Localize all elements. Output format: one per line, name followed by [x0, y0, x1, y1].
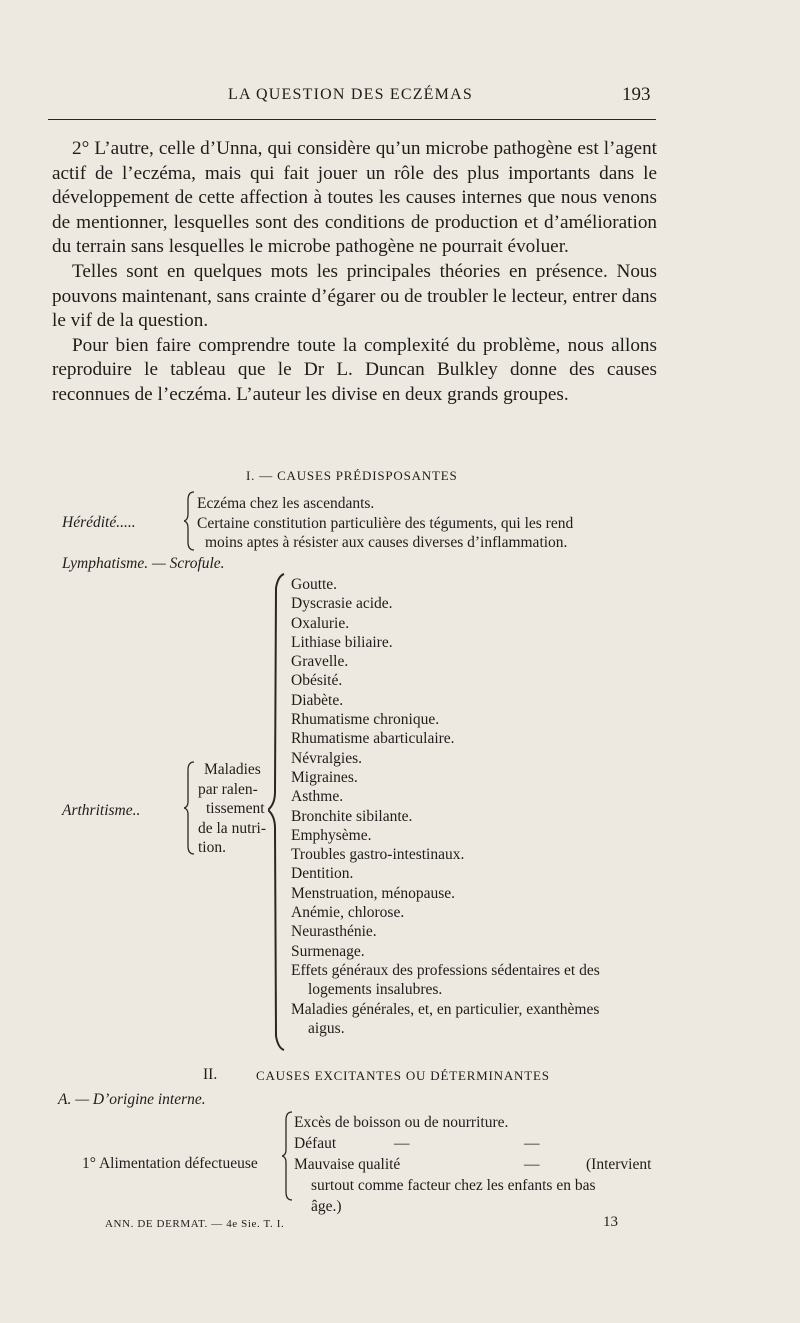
list-item: Bronchite sibilante.: [291, 807, 413, 825]
heredite-item: Certaine constitution particulière des téguments, qui les rend: [197, 514, 574, 532]
paragraph-1: [52, 137, 657, 260]
maladies-line: par ralen-: [198, 780, 258, 798]
list-item: Dyscrasie acide.: [291, 595, 393, 613]
text-line: groupes.: [503, 383, 569, 405]
heredite-item: moins aptes à résister aux causes diverses d’inflammation.: [205, 534, 568, 551]
heredite-label: Hérédité.....: [62, 514, 136, 531]
maladies-group: [198, 760, 266, 858]
text-line: est l’agent actif de l’eczéma, mais qui fait jouer un rôle des plus: [52, 138, 658, 184]
list-item: [294, 1133, 664, 1154]
list-item: âge.): [311, 1198, 342, 1215]
alimentation-list: [294, 1112, 664, 1217]
origine-interne: [58, 1090, 206, 1110]
header-rule: [48, 119, 656, 120]
list-item: Neurasthénie.: [291, 923, 377, 941]
text-line: conditions de production et d’amélioration du terrain sans lesquelles: [52, 211, 658, 258]
arthritisme-brace: [184, 760, 196, 856]
list-item: Emphysème.: [291, 826, 372, 844]
text-line: Telles sont en quelques mots les principales théories en présence.: [72, 260, 608, 282]
alimentation-label: 1° Alimentation défectueuse: [82, 1155, 258, 1172]
maladies-line: Maladies: [204, 761, 261, 778]
footer-signature: 13: [603, 1214, 618, 1230]
text-line: allons reproduire le tableau que le Dr L. Duncan Bulkley donne des: [52, 334, 657, 381]
list-item: Gravelle.: [291, 653, 349, 671]
maladies-line: tion.: [198, 839, 226, 856]
maladies-big-brace: [268, 572, 288, 1052]
list-item: Diabète.: [291, 691, 344, 709]
body-text: [52, 137, 657, 408]
text-line: lecteur, entrer dans le vif de la question.: [52, 285, 658, 332]
list-item: Surmenage.: [291, 942, 365, 960]
maladies-line: de la nutri-: [198, 819, 267, 837]
list-item: Goutte.: [291, 576, 338, 593]
list-item: Névralgies.: [291, 749, 363, 767]
page-number: 193: [622, 84, 651, 105]
list-item: Anémie, chlorose.: [291, 904, 405, 922]
list-item: aigus.: [308, 1019, 345, 1037]
list-item: Troubles gastro-intestinaux.: [291, 846, 465, 864]
footer-reference: ANN. DE DERMAT. — 4e Sie. T. I.: [105, 1218, 285, 1230]
ditto-mark: —: [524, 1135, 540, 1152]
section-2-number: II.: [203, 1066, 218, 1083]
paragraph-2: [52, 260, 657, 334]
list-item-text: Défaut: [294, 1135, 337, 1152]
arthritisme-label: Arthritisme..: [62, 802, 141, 819]
list-item: Oxalurie.: [291, 614, 350, 632]
text-line: importants dans le développement de cette affection à toutes les: [52, 162, 657, 209]
list-item: Menstruation, ménopause.: [291, 884, 456, 902]
heredite-item: Eczéma chez les ascendants.: [197, 495, 375, 512]
list-item: Dentition.: [291, 865, 354, 883]
section-2-title: CAUSES EXCITANTES OU DÉTERMINANTES: [256, 1068, 550, 1083]
list-item: [294, 1154, 664, 1175]
list-item: logements insalubres.: [308, 981, 443, 999]
text-line: 2° L’autre, celle d’Unna, qui considère qu’un microbe pathogène: [72, 138, 573, 159]
text-line: Nous pouvons maintenant, sans crainte d’égarer ou de troubler le: [52, 260, 657, 307]
list-item: Rhumatisme abarticulaire.: [291, 730, 455, 748]
list-item: Excès de boisson ou de nourriture.: [294, 1114, 509, 1131]
list-item: Lithiase biliaire.: [291, 633, 393, 651]
list-item-text: Mauvaise qualité: [294, 1156, 401, 1173]
list-item: Obésité.: [291, 672, 343, 690]
paragraph-3: [52, 334, 657, 408]
text-line: Pour bien faire comprendre toute la complexité du problème, nous: [72, 334, 604, 356]
section-1-title: I. — CAUSES PRÉDISPOSANTES: [246, 468, 458, 483]
origine-label: A. — D’origine interne.: [58, 1091, 206, 1108]
ditto-mark: —: [394, 1135, 410, 1152]
intervient-text: (Intervient: [586, 1156, 652, 1173]
lymphatisme-line: Lymphatisme. — Scrofule.: [62, 555, 225, 572]
alimentation-brace: [282, 1110, 294, 1202]
list-item: Effets généraux des professions sédentaires et des: [291, 961, 600, 979]
arthritisme-list: [291, 575, 600, 1038]
text-line: causes reconnues de l’eczéma. L’auteur les divise en deux grands: [52, 359, 657, 405]
list-item: Maladies générales, et, en particulier, exanthèmes: [291, 1000, 600, 1018]
running-title: LA QUESTION DES ECZÉMAS: [228, 86, 473, 103]
list-item: Migraines.: [291, 768, 358, 786]
list-item: surtout comme facteur chez les enfants en bas: [311, 1177, 596, 1194]
ditto-mark: —: [524, 1156, 540, 1173]
text-line: le microbe pathogène ne pourrait évoluer.: [249, 236, 569, 258]
text-line: causes internes que nous venons de mentionner, lesquelles sont des: [52, 187, 657, 233]
heredite-brace: [184, 490, 196, 552]
maladies-line: tissement: [206, 800, 265, 817]
list-item: Asthme.: [291, 788, 344, 806]
list-item: Rhumatisme chronique.: [291, 711, 440, 729]
heredite-list: [197, 494, 573, 553]
